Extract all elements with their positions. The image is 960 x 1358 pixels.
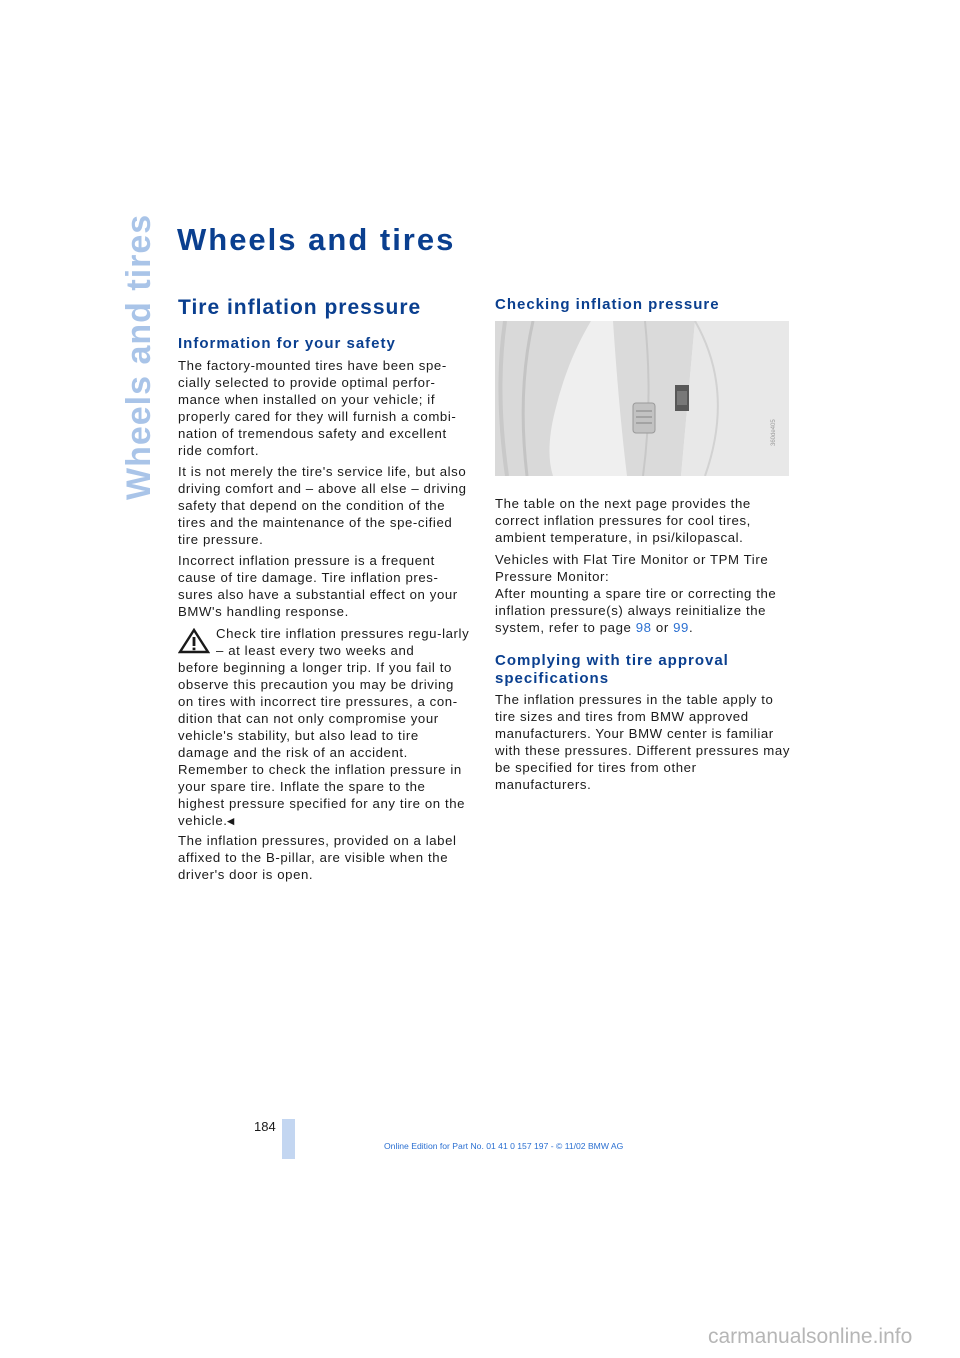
warning-text: before beginning a longer trip. If you fail to observe this precaution you may be driving on tires with incorrect tire pressures, a con-dition that can not only compromise your vehicle's stability, but also lead to tire damage and the risk of an accident. Remember to check the inflation pressure in your spare tire. Inflate the spare to the highest pressure specified for any tire on the vehicle.◂ [178,660,466,828]
page-marker-bar [282,1119,295,1159]
paragraph: Incorrect inflation pressure is a frequent cause of tire damage. Tire inflation pres-sures also have a substantial effect on your BMW's handling response. [178,553,458,619]
watermark: carmanualsonline.info [708,1325,913,1348]
paragraph: The inflation pressures, provided on a label affixed to the B-pillar, are visible when the driver's door is open. [178,833,457,882]
footer-edition-note: Online Edition for Part No. 01 41 0 157 197 - © 11/02 BMW AG [384,1141,624,1151]
paragraph: The inflation pressures in the table apply to tire sizes and tires from BMW approved manufacturers. Your BMW center is familiar with these pressures. Different pressures may be specified for tires from other manufacturers. [495,692,791,792]
warning-triangle-icon [178,628,210,654]
paragraph: It is not merely the tire's service life, but also driving comfort and – above all else – driving safety that depend on the condition of the tires and the maintenance of the spe-cified tire pressure. [178,464,467,547]
side-tab [112,213,160,500]
side-tab-label: Wheels and tires [120,213,158,500]
subsection-heading: Complying with tire approval specifications [495,652,729,687]
paragraph: Vehicles with Flat Tire Monitor or TPM Tire Pressure Monitor: [495,552,769,584]
end-mark: ◂ [227,813,235,828]
b-pillar-label-illustration [495,321,789,476]
figure-code: 360de405 [771,419,777,446]
page-link-99[interactable]: 99 [673,620,689,635]
page-title: Wheels and tires [177,222,456,257]
warning-text-first: Check tire inflation pressures regu-larly – at least every two weeks and [216,626,470,658]
page-link-98[interactable]: 98 [635,620,652,635]
paragraph: The factory-mounted tires have been spe-cially selected to provide optimal perfor-mance when installed on your vehicle; if properly cared for they will furnish a combi-nation of tremendous safety and excellent ride comfort. [178,358,457,458]
page-number: 184 [254,1119,276,1134]
subsection-heading: Checking inflation pressure [495,296,720,313]
paragraph: The table on the next page provides the correct inflation pressures for cool tires, ambient temperature, in psi/kilopascal. [495,496,751,545]
section-heading: Tire inflation pressure [178,296,422,319]
subsection-heading: Information for your safety [178,335,396,352]
paragraph: After mounting a spare tire or correcting the inflation pressure(s) always reinitialize the system, refer to page 98 or 99. [495,586,777,635]
